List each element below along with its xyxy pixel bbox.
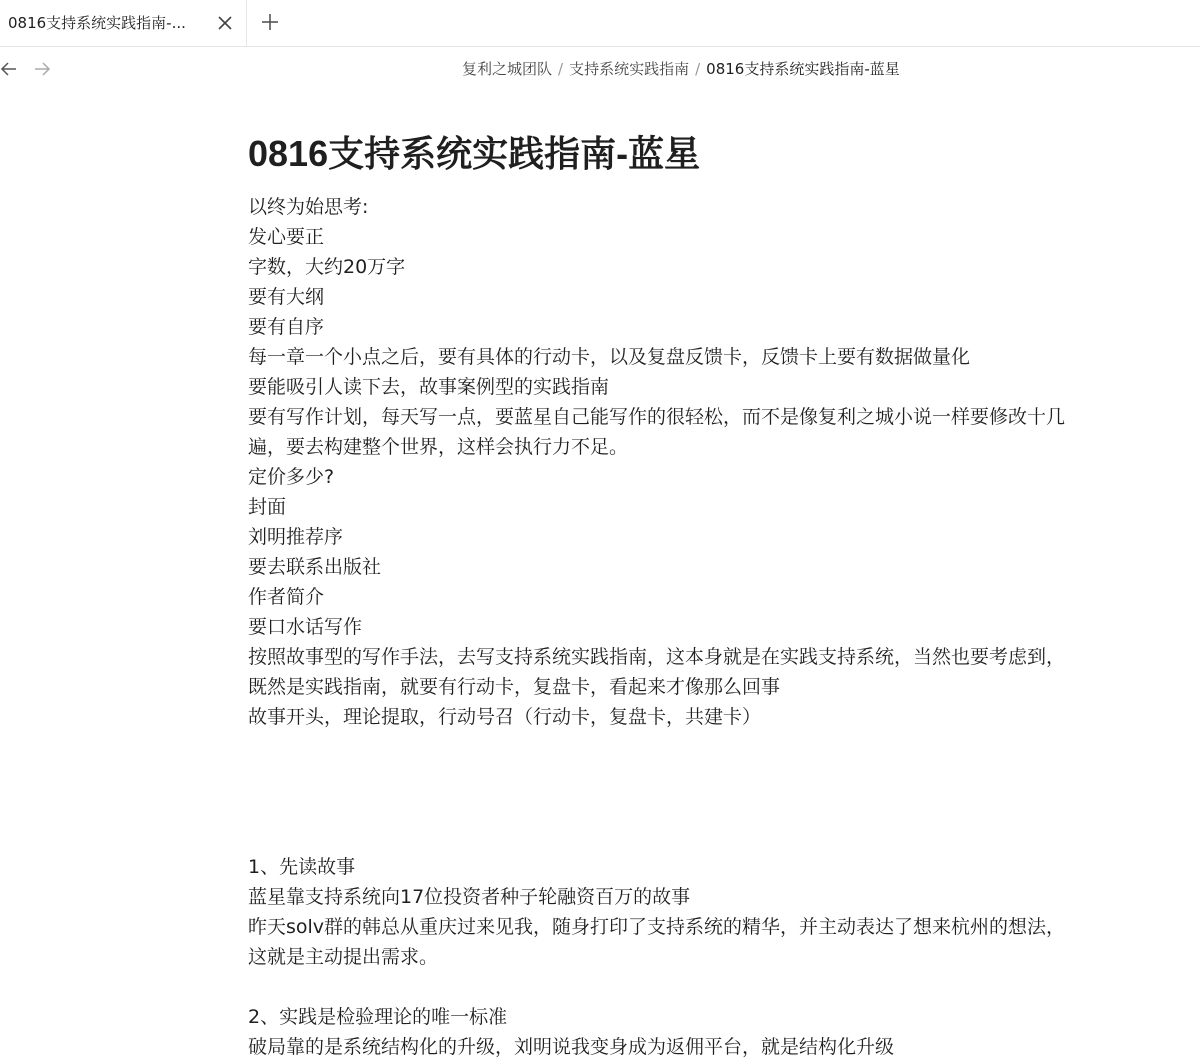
paragraph-line[interactable]: 要口水话写作 xyxy=(248,616,363,638)
paragraph-line[interactable]: 字数，大约20万字 xyxy=(248,256,406,278)
navigation-bar xyxy=(0,46,1200,92)
breadcrumb-item-guide[interactable]: 支持系统实践指南 xyxy=(569,60,690,78)
paragraph-line[interactable]: 破局靠的是系统结构化的升级，刘明说我变身成为返佣平台，就是结构化升级 xyxy=(248,1036,895,1058)
paragraph-line[interactable]: 要去联系出版社 xyxy=(248,556,382,578)
breadcrumb-separator: / xyxy=(558,60,564,78)
paragraph-line[interactable]: 既然是实践指南，就要有行动卡，复盘卡，看起来才像那么回事 xyxy=(248,676,781,698)
paragraph-line[interactable]: 2、实践是检验理论的唯一标准 xyxy=(248,1006,508,1028)
paragraph-line[interactable]: 每一章一个小点之后，要有具体的行动卡，以及复盘反馈卡，反馈卡上要有数据做量化 xyxy=(248,346,971,368)
paragraph-line[interactable] xyxy=(248,792,1128,822)
paragraph-line[interactable] xyxy=(248,822,1128,852)
paragraph-line[interactable]: 故事开头，理论提取，行动号召（行动卡，复盘卡，共建卡） xyxy=(248,706,762,728)
paragraph-line[interactable] xyxy=(248,762,1128,792)
paragraph-line[interactable]: 遍，要去构建整个世界，这样会执行力不足。 xyxy=(248,436,629,458)
paragraph-line[interactable]: 作者简介 xyxy=(248,586,325,608)
paragraph-line[interactable]: 发心要正 xyxy=(248,226,325,248)
paragraph-line[interactable]: 刘明推荐序 xyxy=(248,526,344,548)
paragraph-line[interactable]: 以终为始思考: xyxy=(248,196,369,218)
paragraph-line[interactable]: 1、先读故事 xyxy=(248,856,356,878)
paragraph-line[interactable]: 要有大纲 xyxy=(248,286,325,308)
paragraph-line[interactable] xyxy=(248,732,1128,762)
paragraph-line[interactable]: 蓝星靠支持系统向17位投资者种子轮融资百万的故事 xyxy=(248,886,691,908)
document-editor[interactable] xyxy=(248,128,1128,1062)
tab-active[interactable] xyxy=(0,0,247,46)
tab-title: 0816支持系统实践指南-... xyxy=(8,14,186,32)
breadcrumb-item-team[interactable]: 复利之城团队 xyxy=(462,60,553,78)
plus-icon[interactable] xyxy=(260,12,280,32)
breadcrumb-separator: / xyxy=(695,60,701,78)
breadcrumb-item-current: 0816支持系统实践指南-蓝星 xyxy=(706,60,900,78)
document-body[interactable] xyxy=(248,192,1128,1062)
paragraph-line[interactable]: 要有自序 xyxy=(248,316,325,338)
paragraph-line[interactable]: 要有写作计划，每天写一点，要蓝星自己能写作的很轻松，而不是像复利之城小说一样要修改十几 xyxy=(248,406,1066,428)
paragraph-line[interactable] xyxy=(248,972,1128,1002)
close-icon[interactable] xyxy=(216,14,234,32)
tab-bar xyxy=(0,0,1200,47)
paragraph-line[interactable]: 封面 xyxy=(248,496,287,518)
paragraph-line[interactable]: 按照故事型的写作手法，去写支持系统实践指南，这本身就是在实践支持系统，当然也要考虑到， xyxy=(248,646,1066,668)
paragraph-line[interactable]: 定价多少? xyxy=(248,466,335,488)
breadcrumb xyxy=(0,59,1200,79)
page-title[interactable]: 0816支持系统实践指南-蓝星 xyxy=(248,133,701,174)
paragraph-line[interactable]: 这就是主动提出需求。 xyxy=(248,946,439,968)
paragraph-line[interactable]: 昨天solv群的韩总从重庆过来见我，随身打印了支持系统的精华，并主动表达了想来杭州的想法， xyxy=(248,916,1066,938)
paragraph-line[interactable]: 要能吸引人读下去，故事案例型的实践指南 xyxy=(248,376,610,398)
